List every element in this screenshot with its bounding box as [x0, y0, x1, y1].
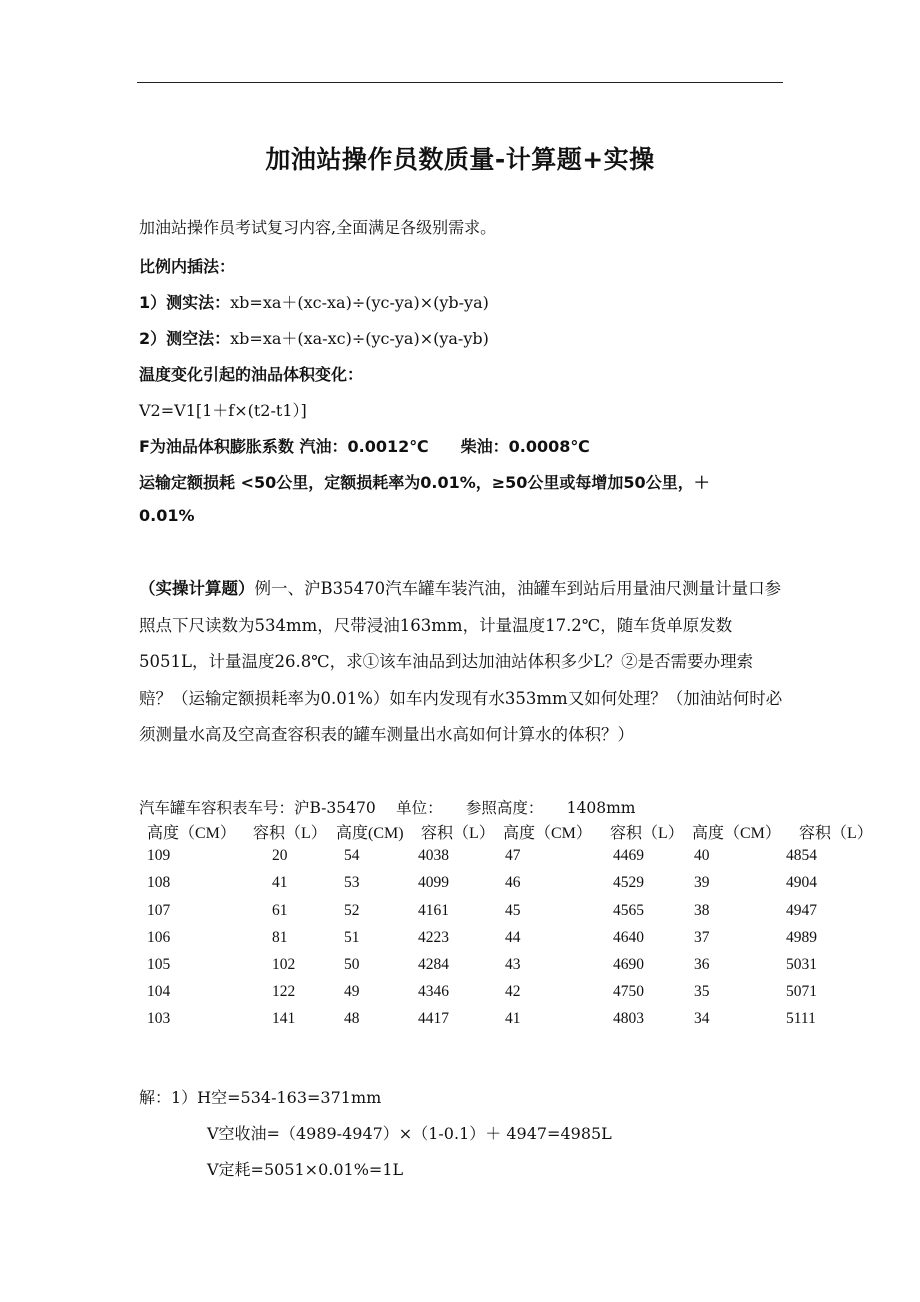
table-cell: 40 [694, 847, 710, 865]
table-caption: 汽车罐车容积表车号：沪B-35470 单位： 参照高度： 1408mm [139, 799, 636, 817]
table-cell: 45 [505, 901, 521, 919]
table-cell: 81 [272, 928, 288, 946]
method1-label: 1）测实法： [139, 293, 231, 312]
table-cell: 5071 [786, 983, 817, 1001]
table-header-cell: 容积（L） [421, 825, 495, 842]
transport-loss-line-cont: 0.01% [139, 506, 195, 525]
table-cell: 4904 [786, 874, 817, 892]
table-cell: 53 [344, 874, 360, 892]
table-cell: 141 [272, 1010, 296, 1028]
table-cell: 106 [147, 928, 171, 946]
table-cell: 54 [344, 847, 360, 865]
solution-line-3: V定耗=5051×0.01%=1L [207, 1160, 404, 1179]
solution-line-1: 解：1）H空=534-163=371mm [139, 1088, 382, 1107]
table-cell: 104 [147, 983, 171, 1001]
method2-label: 2）测空法： [139, 329, 231, 348]
expansion-coefficient-line: F为油品体积膨胀系数 汽油：0.0012℃ 柴油：0.0008℃ [139, 437, 590, 456]
table-cell: 49 [344, 983, 360, 1001]
table-header-cell: 容积（L） [253, 825, 327, 842]
table-cell: 103 [147, 1010, 171, 1028]
table-cell: 108 [147, 874, 171, 892]
table-header-cell: 高度(CM) [336, 825, 404, 842]
table-cell: 37 [694, 928, 710, 946]
table-cell: 4038 [418, 847, 449, 865]
table-cell: 107 [147, 901, 171, 919]
table-cell: 38 [694, 901, 710, 919]
table-cell: 20 [272, 847, 288, 865]
table-cell: 4565 [613, 901, 644, 919]
solution-line-2: V空收油=（4989-4947）×（1-0.1）＋ 4947=4985L [207, 1124, 612, 1143]
table-cell: 4640 [613, 928, 644, 946]
table-cell: 4099 [418, 874, 449, 892]
table-cell: 52 [344, 901, 360, 919]
table-header-cell: 高度（CM） [147, 825, 236, 842]
table-cell: 5111 [786, 1010, 816, 1028]
table-cell: 48 [344, 1010, 360, 1028]
page-title: 加油站操作员数质量-计算题+实操 [265, 145, 655, 174]
table-cell: 4690 [613, 955, 644, 973]
table-cell: 4854 [786, 847, 817, 865]
table-cell: 4529 [613, 874, 644, 892]
table-header-cell: 容积（L） [799, 825, 873, 842]
table-cell: 4469 [613, 847, 644, 865]
method1-formula: xb=xa＋(xc-xa)÷(yc-ya)×(yb-ya) [230, 293, 489, 312]
table-cell: 4284 [418, 955, 449, 973]
table-cell: 4346 [418, 983, 449, 1001]
table-cell: 42 [505, 983, 521, 1001]
table-cell: 4161 [418, 901, 449, 919]
method2-line [139, 326, 489, 349]
transport-loss-line: 运输定额损耗 <50公里，定额损耗率为0.01%，≥50公里或每增加50公里，＋ [139, 473, 710, 492]
table-cell: 41 [505, 1010, 521, 1028]
temperature-formula: V2=V1[1＋f×(t2-t1）] [139, 401, 307, 420]
table-cell: 46 [505, 874, 521, 892]
table-cell: 4750 [613, 983, 644, 1001]
table-cell: 35 [694, 983, 710, 1001]
table-cell: 61 [272, 901, 288, 919]
problem-text: 例一、沪B35470汽车罐车装汽油，油罐车到站后用量油尺测量计量口参照点下尺读数为534mm，尺带浸油163mm，计量温度17.2℃，随车货单原发数5051L，计量温度26.8℃，求①该车油品到达加油站体积多少L？②是否需要办理索赔？（运输定额损耗率为0.01%）如车内发现有水353mm又如何处理？（加油站何时必须测量水高及空高查容积表的罐车测量出水高如何计算水的体积？） [139, 579, 783, 744]
table-cell: 44 [505, 928, 521, 946]
table-cell: 122 [272, 983, 296, 1001]
header-rule [137, 82, 783, 83]
method2-formula: xb=xa＋(xa-xc)÷(yc-ya)×(ya-yb) [230, 329, 489, 348]
table-cell: 4417 [418, 1010, 449, 1028]
interpolation-heading: 比例内插法： [139, 257, 236, 276]
table-cell: 4989 [786, 928, 817, 946]
table-cell: 109 [147, 847, 171, 865]
problem-paragraph [139, 571, 784, 754]
table-cell: 4947 [786, 901, 817, 919]
table-cell: 4223 [418, 928, 449, 946]
problem-label: （实操计算题） [139, 579, 255, 598]
table-cell: 36 [694, 955, 710, 973]
table-cell: 105 [147, 955, 171, 973]
table-cell: 51 [344, 928, 360, 946]
intro-text: 加油站操作员考试复习内容,全面满足各级别需求。 [139, 218, 497, 237]
table-cell: 50 [344, 955, 360, 973]
table-cell: 102 [272, 955, 296, 973]
method1-line [139, 290, 489, 313]
table-cell: 34 [694, 1010, 710, 1028]
table-cell: 41 [272, 874, 288, 892]
temperature-heading: 温度变化引起的油品体积变化： [139, 365, 364, 384]
table-cell: 39 [694, 874, 710, 892]
table-header-cell: 容积（L） [610, 825, 684, 842]
table-cell: 43 [505, 955, 521, 973]
table-cell: 5031 [786, 955, 817, 973]
table-cell: 4803 [613, 1010, 644, 1028]
table-cell: 47 [505, 847, 521, 865]
table-header-cell: 高度（CM） [692, 825, 781, 842]
table-header-cell: 高度（CM） [503, 825, 592, 842]
